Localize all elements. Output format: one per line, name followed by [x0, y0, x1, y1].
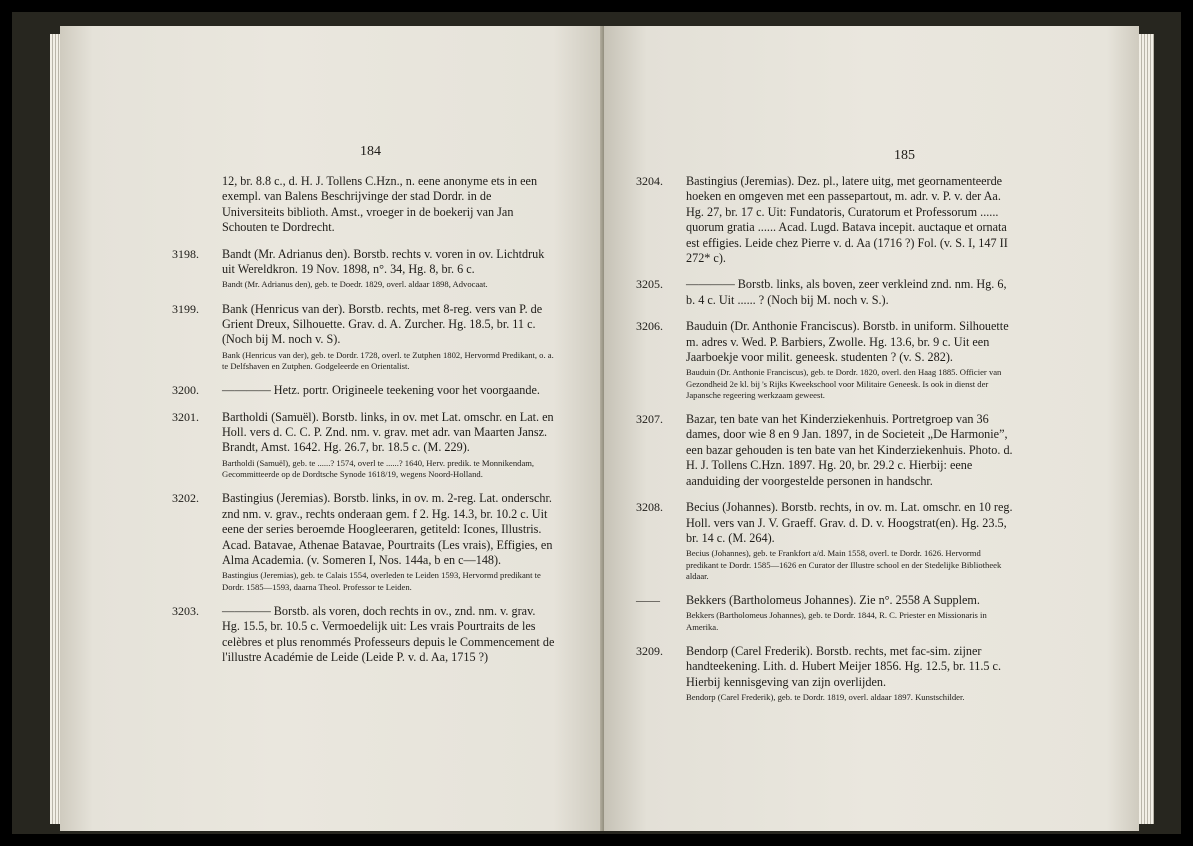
entry-text: Bandt (Mr. Adrianus den). Borstb. rechts v. voren in ov. Lichtdruk uit Wereldkron. 19 Nov. 1898, n°. 34, Hg. 8, br. 6 c.	[222, 246, 545, 277]
entry-number: 3205.	[636, 277, 663, 292]
catalogue-entry	[636, 319, 1014, 401]
page-number: 184	[360, 144, 381, 159]
catalogue-entry	[172, 491, 556, 592]
entry-note: Bandt (Mr. Adrianus den), geb. te Doedr. 1829, overl. aldaar 1898, Advocaat.	[222, 279, 488, 290]
catalogue-entry	[172, 383, 556, 398]
entry-text: ———— Hetz. portr. Origineele teekening voor het voorgaande.	[222, 383, 540, 398]
entry-note: Becius (Johannes), geb. te Frankfort a/d. Main 1558, overl. te Dordr. 1626. Hervormd predikant te Dordr. 1585—1626 en Curator der Illustre school en der Stedelijke Bibliotheek aldaar.	[686, 548, 1002, 581]
entry-text: Bastingius (Jeremias). Borstb. links, in ov. m. 2-reg. Lat. onderschr. znd nm. v. grav., rechts onderaan gem. f 2. Hg. 14.3, br. 10.2 c. Uit eene der series beroemde Hoogleeraren, getiteld: Icones, Illustris. Acad. Batavae, Athenae Batavae, Pourtraits (Les vrais), Effigies, en Alma Academia. (v. Someren I, Nos. 144a, b en c—148).	[222, 491, 553, 567]
catalogue-entry	[222, 174, 556, 236]
entry-number: 3199.	[172, 301, 199, 316]
entry-number: 3200.	[172, 383, 199, 398]
entry-number: 3198.	[172, 246, 199, 261]
entry-text: Bazar, ten bate van het Kinderziekenhuis. Portretgroep van 36 dames, door wie 8 en 9 Jan. 1897, in de Societeit „De Harmonie”, een bazar gehouden is ten bate van het Kinderziekenhuis. Photo. d. H. J. Tollens C.Hzn. 1897. Hg. 20, br. 29.2 c. Hierbij: eene aanduiding der voorgestelde personen in handschr.	[686, 412, 1013, 488]
catalogue-column	[636, 174, 1014, 714]
catalogue-entry	[636, 277, 1014, 308]
entry-note: Bank (Henricus van der), geb. te Dordr. 1728, overl. te Zutphen 1802, Hervormd Predikant, o. a. te Delfshaven en Zutphen. Godgeleerde en Orientalist.	[222, 349, 554, 372]
catalogue-entry	[172, 603, 556, 666]
entry-note: Bartholdi (Samuël), geb. te ......? 1574, overl te ......? 1640, Herv. predik. te Monnikendam, Gecommitteerde op de Dordtsche Synode 1618/19, wegens Noord-Holland.	[222, 457, 535, 480]
catalogue-entry	[636, 412, 1014, 489]
entry-text: Bartholdi (Samuël). Borstb. links, in ov. met Lat. omschr. en Lat. en Holl. vers d. C. C. P. Znd. nm. v. grav. met adr. van Maarten Jansz. Brandt, Amst. 1642. Hg. 26.7, br. 18.5 c. (M. 229).	[222, 409, 554, 455]
entry-number: 3201.	[172, 409, 199, 424]
entry-number: 3208.	[636, 500, 663, 515]
entry-number: 3202.	[172, 491, 199, 506]
catalogue-entry	[636, 643, 1014, 703]
entry-note: Bastingius (Jeremias), geb. te Calais 1554, overleden te Leiden 1593, Hervormd predikant te Dordr. 1585—1593, daarna Theol. Professor te Leiden.	[222, 570, 541, 592]
entry-text: ———— Borstb. als voren, doch rechts in ov., znd. nm. v. grav. Hg. 15.5, br. 10.5 c. Vermoedelijk uit: Les vrais Pourtraits de les celèbres et plus renommés Professeurs depuis le Commencement de l'illustre Académie de Leide (Leide P. v. d. Aa, 1715 ?)	[222, 603, 555, 664]
catalogue-entry	[172, 301, 556, 373]
entry-number: 3206.	[636, 319, 663, 334]
open-book	[12, 12, 1181, 834]
page-number: 185	[894, 148, 915, 163]
entry-text: Bendorp (Carel Frederik). Borstb. rechts, met fac-sim. zijner handteekening. Lith. d. Hubert Meijer 1856. Hg. 12.5, br. 11.5 c. Hierbij kennisgeving van zijn overlijden.	[686, 643, 1002, 689]
entry-text: 12, br. 8.8 c., d. H. J. Tollens C.Hzn., n. eene anonyme ets in een exempl. van Balens Beschrijvinge der stad Dordr. in de Universiteits biblioth. Amst., vroeger in de boekerij van Jan Schouten te Dordrecht.	[222, 174, 538, 235]
catalogue-entry	[172, 246, 556, 291]
right-page	[604, 26, 1139, 831]
catalogue-entry	[636, 174, 1014, 266]
entry-note: Bauduin (Dr. Anthonie Franciscus), geb. te Dordr. 1820, overl. den Haag 1885. Officier van Gezondheid 2e kl. bij 's Rijks Kweekschool voor Militaire Geneesk. Is ook in dienst der Japansche regeering werkzaam geweest.	[686, 367, 1002, 400]
entry-number: 3207.	[636, 412, 663, 427]
entry-number: 3203.	[172, 603, 199, 618]
entry-note: Bendorp (Carel Frederik), geb. te Dordr. 1819, overl. aldaar 1897. Kunstschilder.	[686, 691, 965, 702]
catalogue-entry	[172, 409, 556, 481]
entry-text: Bastingius (Jeremias). Dez. pl., latere uitg, met geornamenteerde hoeken en omgeven met een passepartout, m. adr. v. P. v. der Aa. Hg. 27, br. 17 c. Uit: Fundatoris, Curatorum et Professorum ...... quorum gratia ...... Acad. Lugd. Batava incepit. auctaque et ornata est effigies. Leide chez Pierre v. d. Aa (1716 ?) Fol. (v. S. I, 147 II 272* c).	[686, 174, 1008, 266]
left-page	[60, 26, 608, 831]
entry-text: Bauduin (Dr. Anthonie Franciscus). Borstb. in uniform. Silhouette m. adres v. Wed. P. Barbiers, Zwolle. Hg. 13.6, br. 9 c. Uit een Jaarboekje voor milit. geneesk. studenten ? (v. S. 282).	[686, 319, 1009, 365]
catalogue-column	[172, 174, 556, 676]
entry-number: ——	[636, 592, 660, 607]
entry-note: Bekkers (Bartholomeus Johannes), geb. te Dordr. 1844, R. C. Priester en Missionaris in Amerika.	[686, 610, 987, 632]
catalogue-entry	[636, 500, 1014, 582]
catalogue-entry	[636, 592, 1014, 633]
entry-number: 3209.	[636, 643, 663, 658]
entry-number: 3204.	[636, 174, 663, 188]
entry-text: Bekkers (Bartholomeus Johannes). Zie n°. 2558 A Supplem.	[686, 592, 980, 607]
entry-text: ———— Borstb. links, als boven, zeer verkleind znd. nm. Hg. 6, b. 4 c. Uit ...... ? (Noch bij M. noch v. S.).	[686, 277, 1007, 307]
entry-text: Bank (Henricus van der). Borstb. rechts, met 8-reg. vers van P. de Grient Dreux, Silhouette. Grav. d. A. Zurcher. Hg. 18.5, br. 11 c. (Noch bij M. noch v. S).	[222, 301, 543, 347]
entry-text: Becius (Johannes). Borstb. rechts, in ov. m. Lat. omschr. en 10 reg. Holl. vers van J. V. Graeff. Grav. d. D. v. Hoogstrat(en). Hg. 23.5, br. 14 c. (M. 264).	[686, 500, 1013, 545]
